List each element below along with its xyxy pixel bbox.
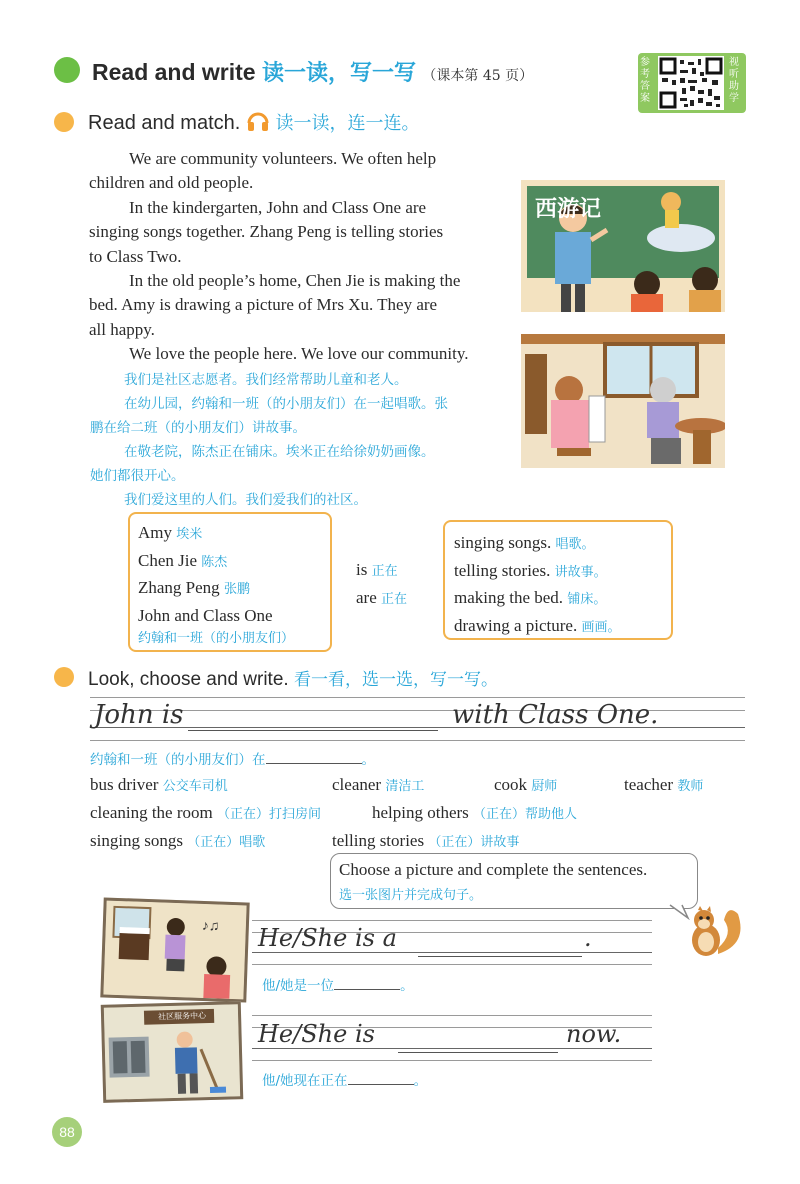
verb-en: is [356, 560, 368, 579]
word-en: telling stories [332, 831, 425, 850]
sentence-end: with Class One. [452, 700, 659, 730]
name-cn: 张鹏 [223, 582, 250, 597]
action-en: making the bed. [454, 588, 564, 607]
classroom-illustration [521, 180, 725, 312]
word-cn: （正在）唱歌 [187, 835, 266, 850]
action-cn: 唱歌。 [555, 537, 595, 552]
writing-guide-line [252, 1060, 652, 1061]
speech-bubble [330, 853, 698, 909]
action-cn: 画画。 [581, 619, 621, 635]
word-cn: （正在）帮助他人 [473, 807, 578, 822]
word-option[interactable] [372, 799, 577, 829]
passage-translation [90, 368, 520, 512]
squirrel-mascot [678, 904, 748, 960]
passage-line: We love the people here. We love our community. [129, 344, 469, 364]
translation-line: 在幼儿园，约翰和一班（的小朋友们）在一起唱歌。张 [124, 396, 448, 412]
answer-blank-1[interactable] [188, 730, 438, 731]
writing-guide-line [252, 1015, 652, 1016]
word-cn: 清洁工 [385, 779, 425, 794]
translation-line: 我们爱这里的人们。我们爱我们的社区。 [124, 492, 367, 508]
translation-line: 鹏在给二班（的小朋友们）讲故事。 [90, 420, 306, 436]
word-option[interactable] [624, 771, 703, 801]
word-option[interactable] [90, 827, 265, 857]
action-item[interactable] [454, 613, 620, 641]
verb-cn: 正在 [381, 592, 408, 607]
look-choose-write-heading [88, 665, 498, 691]
action-item[interactable] [454, 585, 620, 613]
word-option[interactable] [90, 771, 228, 801]
word-bank-row [90, 771, 750, 799]
word-en: helping others [372, 803, 469, 822]
sentence2-translation [262, 974, 414, 994]
community-center-sign: 社区服务中心 [157, 1011, 207, 1022]
name-item[interactable] [138, 603, 294, 629]
answer-blank-2[interactable] [418, 956, 582, 957]
passage-line: bed. Amy is drawing a picture of Mrs Xu. They are [89, 295, 438, 315]
name-item[interactable] [138, 548, 294, 576]
music-teacher-picture[interactable] [100, 897, 249, 1002]
sentence-cn: 约翰和一班（的小朋友们）在 [90, 752, 266, 768]
subsection-dot [54, 667, 74, 687]
cleaner-picture[interactable] [101, 1001, 244, 1103]
verb-en: are [356, 588, 377, 607]
translation-blank [334, 989, 400, 990]
name-en: Amy [138, 523, 172, 542]
action-en: singing songs. [454, 533, 552, 552]
word-cn: 教师 [677, 779, 704, 794]
name-extra-cn: 约翰和一班（的小朋友们） [138, 631, 295, 646]
page-number [52, 1117, 82, 1147]
word-en: cook [494, 775, 528, 794]
action-en: drawing a picture. [454, 615, 578, 635]
blackboard-text: 西游记 [535, 197, 602, 222]
sentence3-cn-end: 。 [413, 1073, 428, 1089]
bubble-text-en: Choose a picture and complete the sentences. [339, 860, 648, 879]
word-bank [90, 771, 750, 855]
action-item[interactable] [454, 530, 620, 558]
name-en: Zhang Peng [138, 578, 220, 597]
word-en: bus driver [90, 775, 159, 794]
writing-guide-line [252, 1048, 652, 1049]
title-en: Read and write [92, 59, 256, 85]
word-en: teacher [624, 775, 674, 794]
sentence-translation: 约翰和一班（的小朋友们）在 。 [90, 752, 375, 768]
translation-line: 她们都很开心。 [90, 468, 185, 484]
word-bank-row [90, 827, 750, 855]
word-cn: 公交车司机 [162, 779, 228, 794]
headphones-icon[interactable] [246, 109, 270, 133]
page-number-text: 88 [59, 1124, 75, 1140]
action-cn: 讲故事。 [554, 564, 607, 580]
writing-guide-line [252, 920, 652, 921]
translation-blank [266, 763, 362, 764]
instruction-en: Read and match. [88, 112, 241, 134]
sentence2-cn: 他/她是一位 [262, 978, 335, 994]
subsection-dot [54, 112, 74, 132]
word-option[interactable] [494, 771, 557, 801]
word-en: singing songs [90, 831, 184, 850]
answer-blank-3[interactable] [398, 1052, 558, 1053]
svg-text:♪♫: ♪♫ [201, 918, 220, 935]
qr-right-label: 视听助学 [729, 57, 739, 104]
word-bank-row [90, 799, 750, 827]
word-cn: 厨师 [531, 779, 558, 794]
page-reference: （课本第 45 页） [422, 68, 534, 84]
passage-line: In the kindergarten, John and Class One are [129, 197, 427, 217]
translation-line: 我们是社区志愿者。我们经常帮助儿童和老人。 [124, 372, 408, 388]
translation-blank [348, 1084, 414, 1085]
title-cn: 读一读，写一写 [262, 61, 417, 86]
name-en: John and Class One [138, 605, 273, 625]
name-en: Chen Jie [138, 550, 198, 570]
instruction-cn: 看一看，选一选，写一写。 [293, 670, 498, 690]
sentence3-translation [262, 1069, 427, 1089]
sentence2-end: . [584, 924, 592, 952]
sentence-start: John is [94, 700, 184, 730]
action-en: telling stories. [454, 560, 551, 580]
section-title-dot [54, 57, 80, 83]
sentence2-cn-end: 。 [400, 978, 414, 994]
writing-guide-line [252, 952, 652, 953]
verb-cn: 正在 [371, 564, 398, 579]
sentence2-start: He/She is a [258, 924, 397, 952]
writing-guide-line [90, 697, 745, 698]
reading-passage [89, 147, 519, 367]
word-en: cleaning the room [90, 803, 213, 822]
word-cn: （正在）打扫房间 [217, 807, 322, 822]
name-cn: 埃米 [176, 527, 203, 542]
writing-guide-line [90, 740, 745, 741]
passage-line: singing songs together. Zhang Peng is telling stories [89, 222, 444, 242]
read-and-match-heading [88, 109, 419, 135]
instruction-en: Look, choose and write. [88, 669, 289, 690]
sentence3-end: now. [566, 1020, 622, 1048]
name-item[interactable] [138, 575, 294, 603]
actions-list [454, 530, 620, 640]
word-option[interactable] [90, 799, 321, 829]
instruction-cn: 读一读，连一连。 [275, 113, 420, 134]
qr-left-label: 参考答案 [640, 57, 650, 104]
action-cn: 铺床。 [567, 592, 607, 607]
sentence3-start: He/She is [258, 1020, 375, 1048]
sentence3-cn: 他/她现在正在 [262, 1073, 348, 1089]
bubble-text-cn: 选一张图片并完成句子。 [339, 888, 483, 903]
passage-line: children and old people. [89, 173, 254, 193]
name-item[interactable] [138, 520, 294, 548]
action-item[interactable] [454, 558, 620, 586]
section-title [92, 56, 533, 87]
word-en: cleaner [332, 775, 382, 794]
verb-item[interactable] [356, 585, 407, 613]
writing-guide-line [252, 964, 652, 965]
verbs-list [356, 557, 407, 613]
passage-line: to Class Two. [89, 246, 182, 266]
word-option[interactable] [332, 771, 424, 801]
names-list [138, 520, 294, 650]
translation-line: 在敬老院，陈杰正在铺床。埃米正在给徐奶奶画像。 [124, 444, 435, 460]
qr-code-block[interactable] [638, 53, 746, 113]
verb-item[interactable] [356, 557, 407, 585]
passage-line: In the old people’s home, Chen Jie is making the [129, 271, 461, 291]
old-peoples-home-illustration [521, 334, 725, 468]
name-cn: 陈杰 [201, 554, 228, 570]
passage-line: We are community volunteers. We often help [129, 149, 437, 168]
qr-code-icon [658, 56, 724, 110]
word-cn: （正在）讲故事 [428, 835, 520, 850]
passage-line: all happy. [89, 319, 155, 339]
